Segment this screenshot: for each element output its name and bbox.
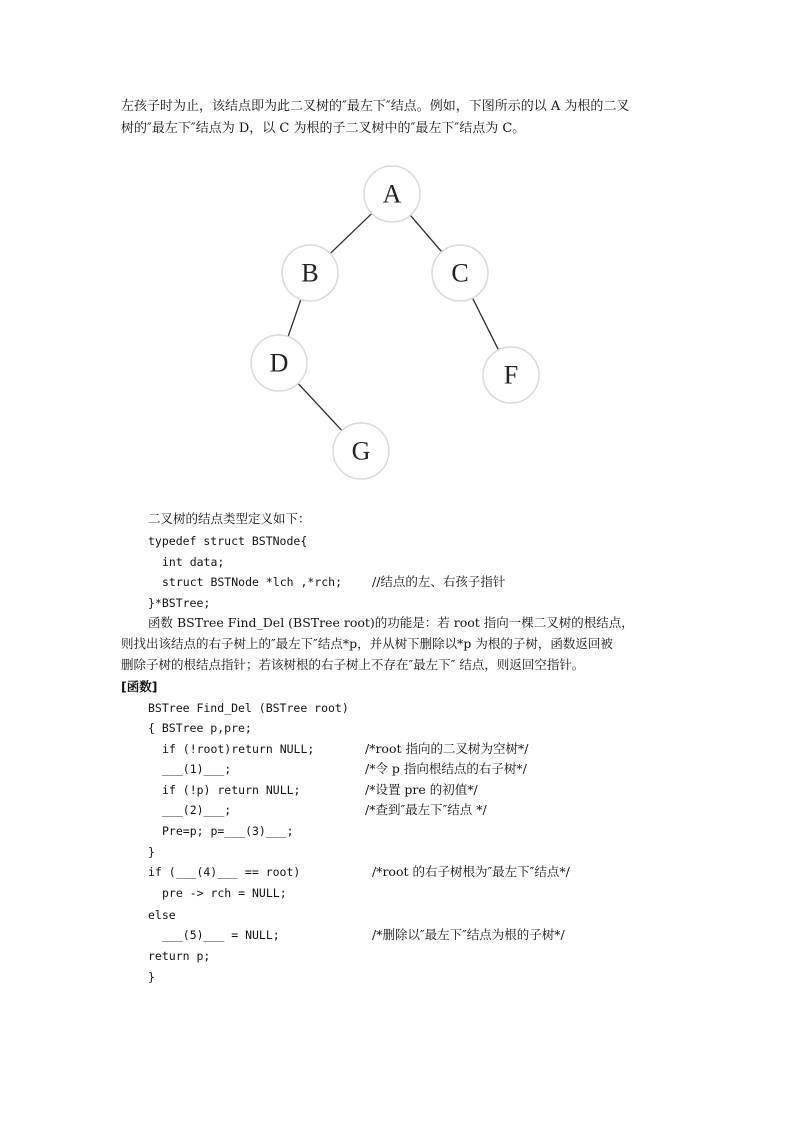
code-blank-2: ___(2)___; xyxy=(162,803,232,817)
code-blank-5: ___(5)___ = NULL; xyxy=(162,928,280,942)
code-set-rch-null: pre -> rch = NULL; xyxy=(162,886,287,900)
binary-tree-diagram xyxy=(0,0,794,500)
function-title: [函数] xyxy=(121,679,158,694)
desc-line-3: 删除子树的根结点指针；若该树根的右子树上不存在″最左下″ 结点，则返回空指针。 xyxy=(121,657,585,672)
tree-node-g xyxy=(333,423,389,479)
code-else: else xyxy=(148,908,176,922)
code-close-brace: } xyxy=(148,845,155,859)
tree-edge-a-c xyxy=(410,215,441,252)
tree-node-label: C xyxy=(451,258,469,288)
code-final-brace: } xyxy=(148,970,155,984)
tree-node-label: F xyxy=(503,360,519,390)
desc-line-1: 函数 BSTree Find_Del (BSTree root)的功能是：若 root 指向一棵二叉树的根结点， xyxy=(148,615,634,630)
tree-node-label: A xyxy=(382,179,402,209)
comment-find-leftmost: /*查到″最左下″结点 */ xyxy=(365,802,487,817)
comment-pre-init: /*设置 pre 的初值*/ xyxy=(365,782,478,797)
tree-edge-c-f xyxy=(473,298,499,350)
code-blank-4: if (___(4)___ == root) xyxy=(148,865,301,879)
comment-right-subtree: /*令 p 指向根结点的右子树*/ xyxy=(365,761,527,776)
code-return-p: return p; xyxy=(148,949,211,963)
tree-edge-a-b xyxy=(330,213,372,253)
tree-node-b xyxy=(282,245,338,301)
code-blank-3: Pre=p; p=___(3)___; xyxy=(162,824,294,838)
tree-node-a xyxy=(364,166,420,222)
desc-line-2: 则找出该结点的右子树上的″最左下″结点*p，并从树下删除以*p 为根的子树，函数返回被 xyxy=(121,636,613,651)
typedef-heading: 二叉树的结点类型定义如下： xyxy=(148,511,311,526)
tree-edge-d-g xyxy=(298,383,342,430)
code-declare-vars: { BSTree p,pre; xyxy=(148,721,252,735)
code-typedef-open: typedef struct BSTNode{ xyxy=(148,534,308,548)
comment-empty-tree: /*root 指向的二叉树为空树*/ xyxy=(365,741,529,756)
code-int-data: int data; xyxy=(162,555,225,569)
tree-nodes xyxy=(251,166,539,479)
tree-edge-b-d xyxy=(288,299,301,336)
code-null-check: if (!root)return NULL; xyxy=(162,742,315,756)
tree-node-c xyxy=(432,245,488,301)
code-p-null-check: if (!p) return NULL; xyxy=(162,783,301,797)
comment-root-right-leftmost: /*root 的右子树根为″最左下″结点*/ xyxy=(372,864,570,879)
code-typedef-close: }*BSTree; xyxy=(148,596,211,610)
comment-delete-subtree: /*删除以″最左下″结点为根的子树*/ xyxy=(372,927,565,942)
tree-node-label: G xyxy=(351,436,371,466)
code-func-signature: BSTree Find_Del (BSTree root) xyxy=(148,701,349,715)
code-struct-pointers: struct BSTNode *lch ,*rch; xyxy=(162,575,343,589)
tree-node-f xyxy=(483,347,539,403)
code-blank-1: ___(1)___; xyxy=(162,762,232,776)
tree-node-d xyxy=(251,335,307,391)
tree-node-label: B xyxy=(301,258,319,288)
intro-line-2: 树的″最左下″结点为 D，以 C 为根的子二叉树中的″最左下″结点为 C。 xyxy=(121,121,526,136)
comment-child-pointers: //结点的左、右孩子指针 xyxy=(372,574,506,589)
intro-line-1: 左孩子时为止，该结点即为此二叉树的″最左下″结点。例如，下图所示的以 A 为根的二叉 xyxy=(121,99,630,114)
tree-node-label: D xyxy=(269,348,289,378)
